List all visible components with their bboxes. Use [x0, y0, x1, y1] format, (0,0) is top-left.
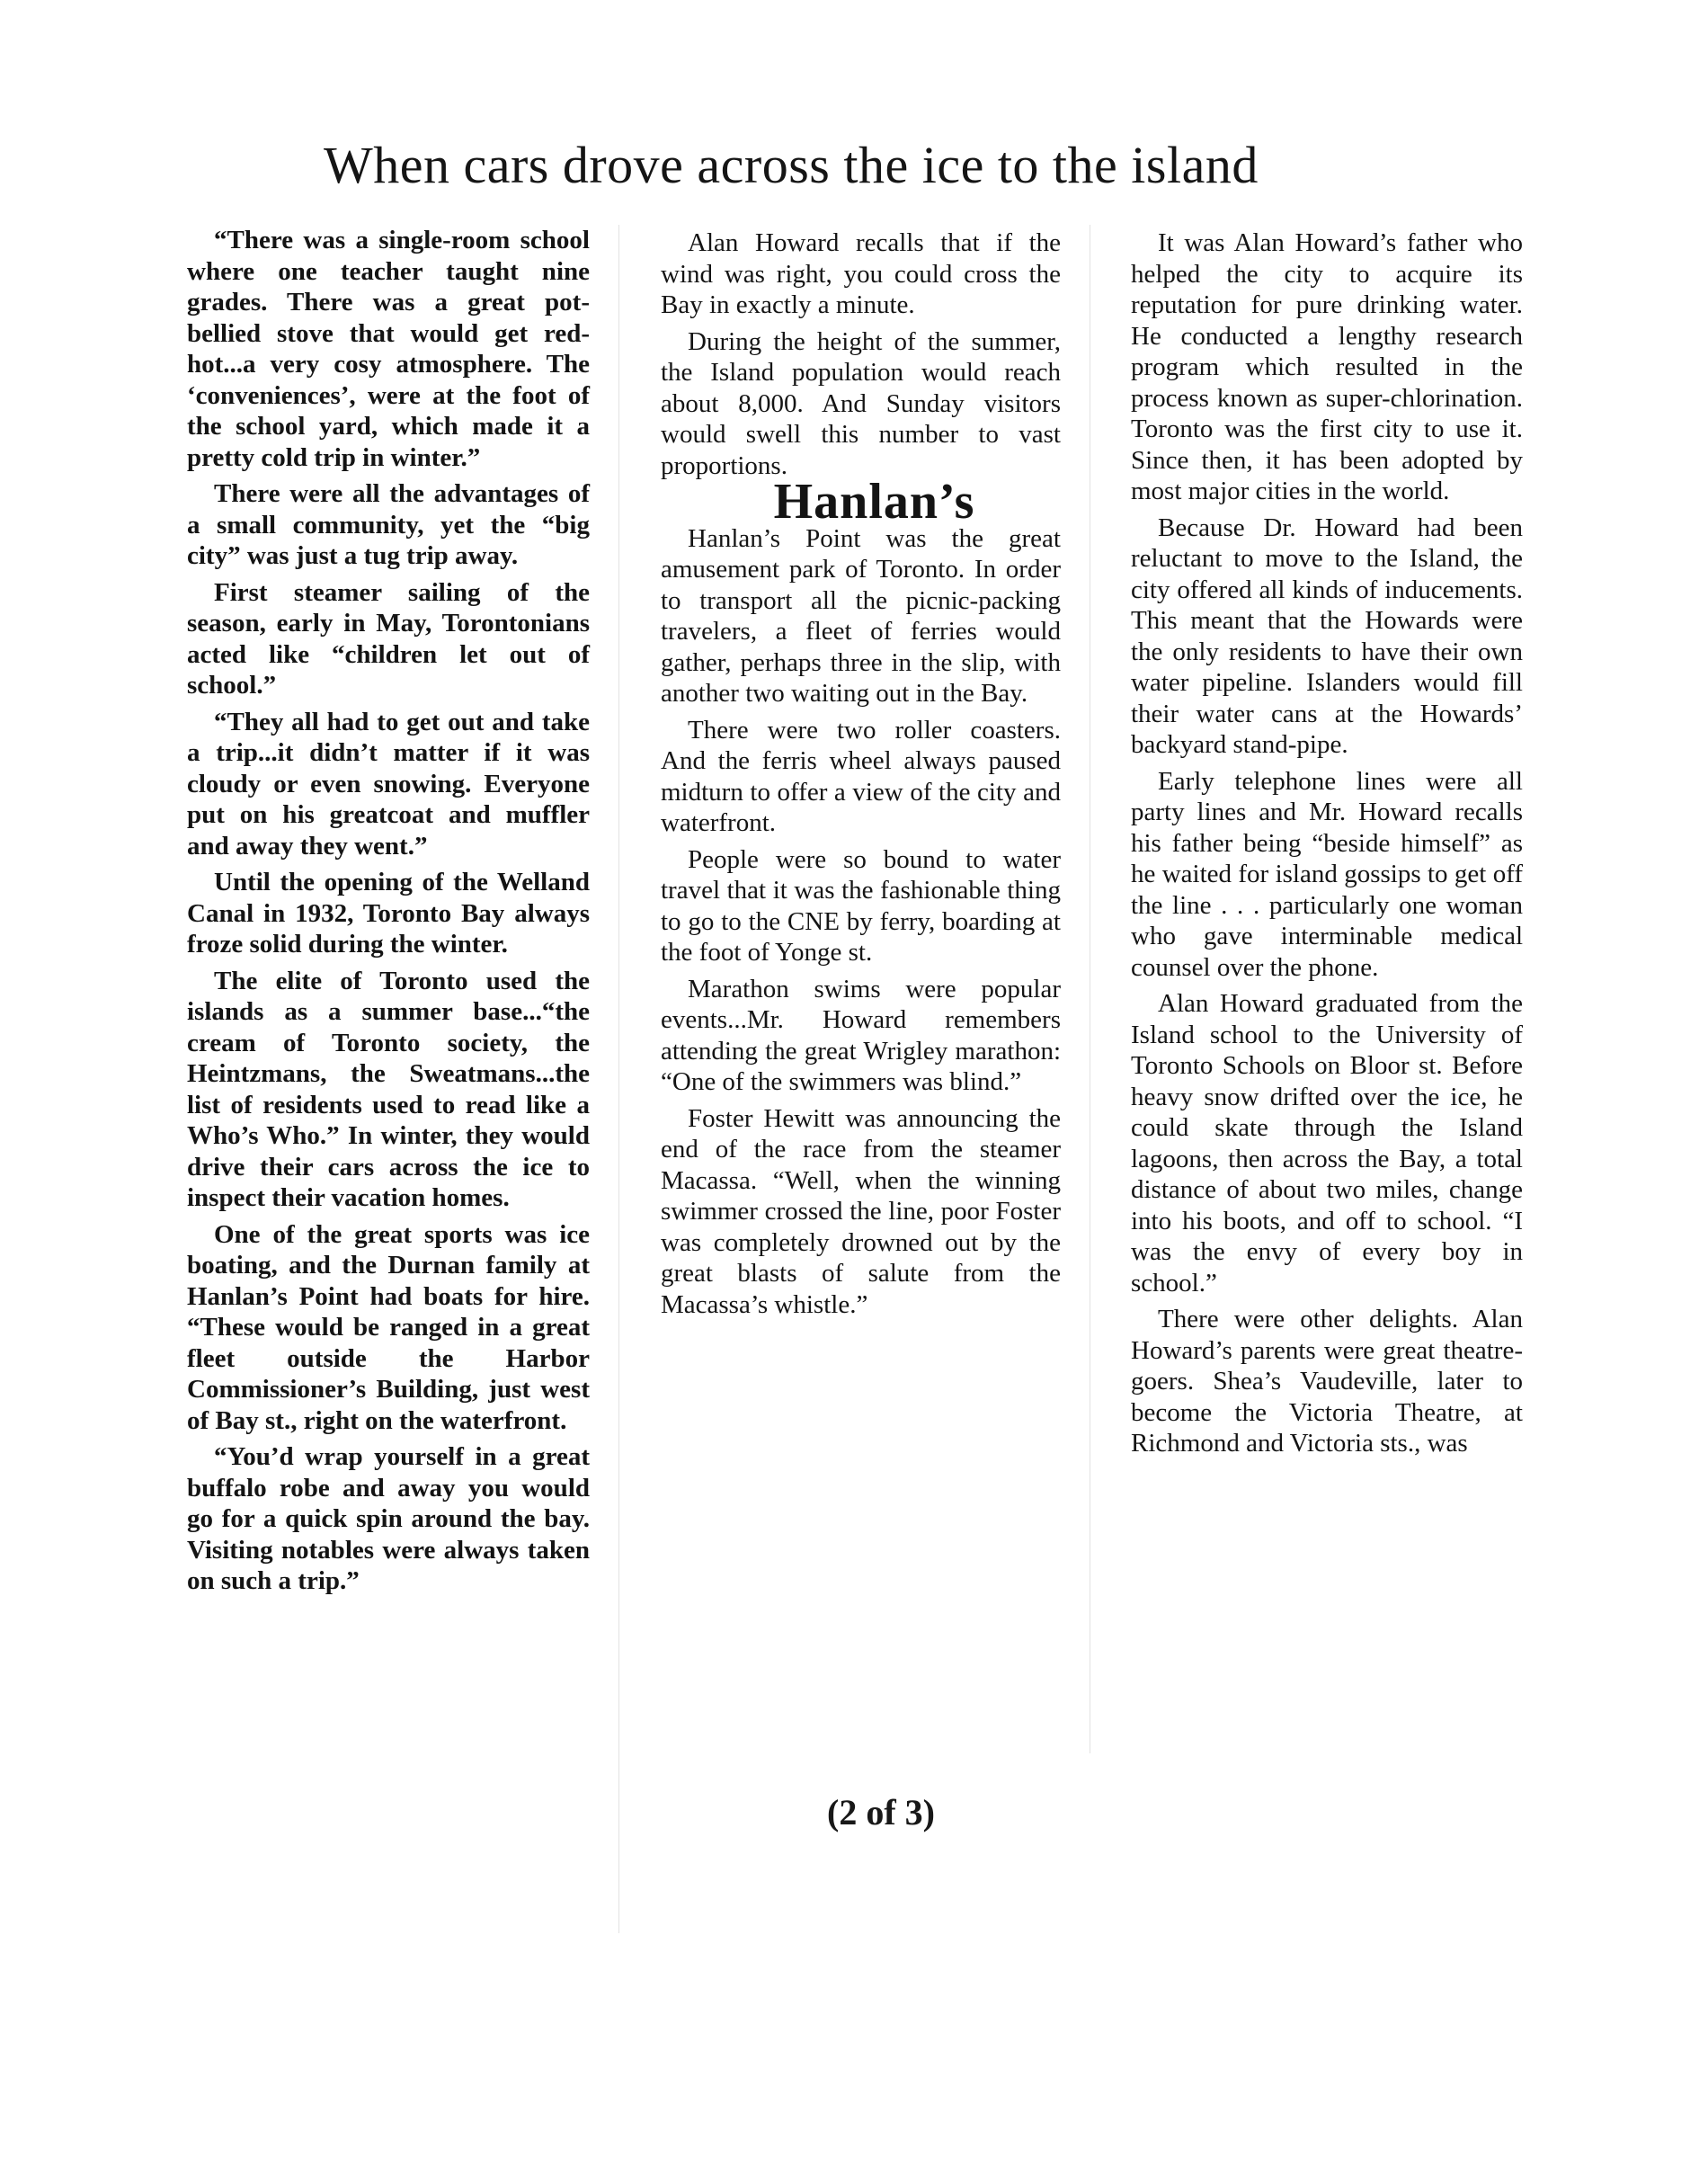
paragraph: Because Dr. Howard had been reluctant to move to the Island, the city offered all kinds of inducements. This meant that the Howards were the only residents to have their own water pipeline. Islanders would fill their water cans at the Howards’ backyard stand-pipe. [1131, 513, 1523, 759]
paragraph: People were so bound to water travel that it was the fashionable thing to go to the CNE by ferry, boarding at the foot of Yonge st. [661, 844, 1061, 967]
paragraph: Early telephone lines were all party lines and Mr. Howard recalls his father being “beside himself” as he waited for island gossips to get off the line . . . particularly one woman who gave interminable medical counsel over the phone. [1131, 766, 1523, 982]
paragraph: Alan Howard graduated from the Island school to the University of Toronto Schools on Bloor st. Before heavy snow drifted over the ice, he could skate through the Island lagoons, then across the Bay, a total distance of about two miles, change into his boots, and off to school. “I was the envy of every boy in school.” [1131, 989, 1523, 1297]
paragraph: First steamer sailing of the season, early in May, Torontonians acted like “children let out of school.” [187, 577, 590, 700]
paragraph: It was Alan Howard’s father who helped the city to acquire its reputation for pure drinking water. He conducted a lengthy research program which resulted in the process known as super-chlorination. Toronto was the first city to use it. Since then, it has been adopted by most major cities in the world. [1131, 228, 1523, 505]
paragraph: One of the great sports was ice boating, and the Durnan family at Hanlan’s Point had boats for hire. “These would be ranged in a great fleet outside the Harbor Commissioner’s Building, just west of Bay st., right on the waterfront. [187, 1219, 590, 1435]
paragraph: Until the opening of the Welland Canal in 1932, Toronto Bay always froze solid during the winter. [187, 868, 590, 959]
paragraph: Alan Howard recalls that if the wind was right, you could cross the Bay in exactly a minute. [661, 228, 1061, 319]
section-subhead: Hanlan’s [773, 474, 975, 530]
page-marker: (2 of 3) [827, 1792, 935, 1833]
paragraph: Marathon swims were popular events...Mr. Howard remembers attending the great Wrigley marathon: “One of the swimmers was blind.” [661, 974, 1061, 1096]
paragraph: Foster Hewitt was announcing the end of the race from the steamer Macassa. “Well, when the winning swimmer crossed the line, poor Foster was completely drowned out by the great blasts of salute from the Macassa’s whistle.” [661, 1103, 1061, 1319]
paragraph: Hanlan’s Point was the great amusement park of Toronto. In order to transport all the picnic-packing travelers, a fleet of ferries would gather, perhaps three in the slip, with another two waiting out in the Bay. [661, 523, 1061, 708]
paragraph: “There was a single-room school where one teacher taught nine grades. There was a great pot-bellied stove that would get red-hot...a very cosy atmosphere. The ‘conveniences’, were at the foot of the school yard, which made it a pretty cold trip in winter.” [187, 226, 590, 472]
paragraph: There were all the advantages of a small community, yet the “big city” was just a tug trip away. [187, 479, 590, 570]
article-column-1 [187, 225, 590, 1602]
paragraph: The elite of Toronto used the islands as a summer base...“the cream of Toronto society, the Heintzmans, the Sweatmans...the list of residents used to read like a Who’s Who.” In winter, they would drive their cars across the ice to inspect their vacation homes. [187, 966, 590, 1212]
headline: When cars drove across the ice to the island [324, 136, 1259, 194]
article-column-2 [661, 227, 1061, 1325]
paragraph: During the height of the summer, the Island population would reach about 8,000. And Sunday visitors would swell this number to vast proportions. [661, 326, 1061, 480]
paragraph: There were two roller coasters. And the ferris wheel always paused midturn to offer a view of the city and waterfront. [661, 715, 1061, 837]
paragraph: “They all had to get out and take a trip...it didn’t matter if it was cloudy or even snowing. Everyone put on his greatcoat and muffler and away they went.” [187, 707, 590, 861]
paragraph: “You’d wrap yourself in a great buffalo robe and away you would go for a quick spin around the bay. Visiting notables were always taken on such a trip.” [187, 1442, 590, 1595]
column-rule-left [618, 225, 619, 1933]
paragraph: There were other delights. Alan Howard’s parents were great theatre-goers. Shea’s Vaudeville, later to become the Victoria Theatre, at Richmond and Victoria sts., was [1131, 1305, 1523, 1458]
article-column-3 [1131, 227, 1523, 1465]
